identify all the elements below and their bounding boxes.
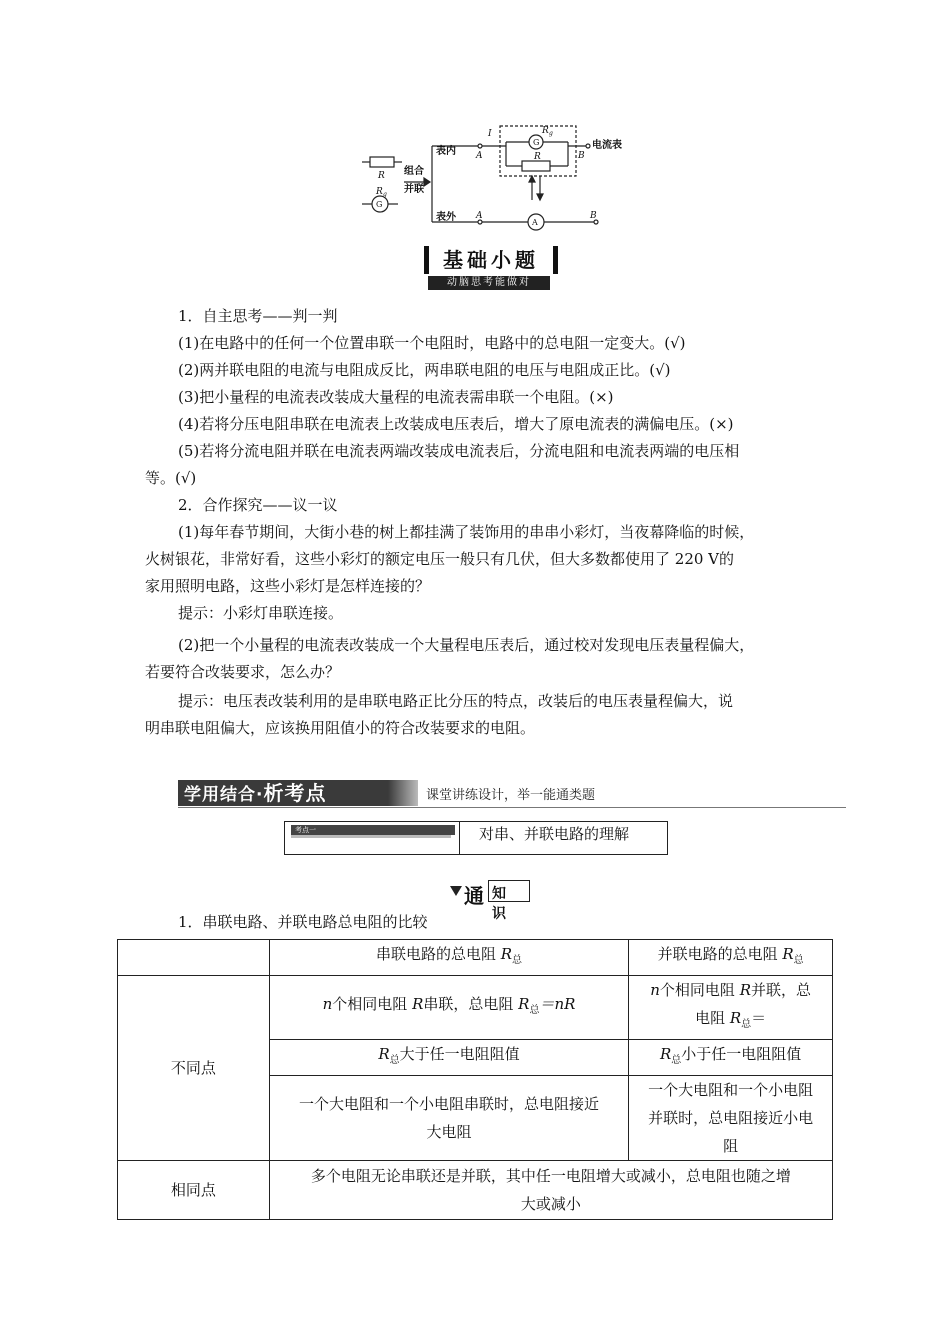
answer1: 提示：小彩灯串联连接。 <box>178 604 344 622</box>
table-row <box>118 1161 833 1220</box>
circuit-r-label: R <box>378 171 385 181</box>
cell-diff2-series: $R_总$大于任一电阻阻值 <box>269 1040 628 1076</box>
header-series: 串联电路的总电阻 $R_总$ <box>269 940 628 976</box>
judge-item-4: (4)若将分压电阻串联在电流表上改装成电压表后，增大了原电流表的满偏电压。(×) <box>178 415 734 433</box>
svg-text:g: g <box>383 191 387 198</box>
circuit-a-label: A <box>476 151 483 161</box>
circuit-b-label: B <box>578 151 585 161</box>
circuit-g-label: G <box>376 200 383 209</box>
answer2-line2: 明串联电阻偏大，应该换用阻值小的符合改装要求的电阻。 <box>145 719 536 737</box>
table-heading: 1．串联电路、并联电路总电阻的比较 <box>178 913 428 931</box>
circuit-outside-label: 表外 <box>436 212 456 223</box>
row-label-same: 相同点 <box>118 1161 270 1220</box>
row-label-diff: 不同点 <box>118 976 270 1161</box>
cell-diff3-series: 一个大电阻和一个小电阻串联时，总电阻接近 大电阻 <box>269 1076 628 1161</box>
table-corner-cell <box>118 940 270 976</box>
badge-title: 基础小题 <box>424 246 558 274</box>
resistor-r-symbol <box>370 157 394 167</box>
circuit-inside-label: 表内 <box>436 146 456 157</box>
circuit-ammeter-label: 电流表 <box>592 140 622 151</box>
section1-heading: 1．自主思考——判一判 <box>178 307 338 325</box>
circuit-inner-g: G <box>533 138 540 147</box>
circuit-rg-label: R <box>376 187 383 197</box>
question1-line2: 火树银花，非常好看，这些小彩灯的额定电压一般只有几伏，但大多数都使用了 220 V的 <box>145 550 735 568</box>
basic-questions-badge <box>424 246 554 292</box>
question2-line2: 若要符合改装要求，怎么办？ <box>145 663 341 681</box>
circuit-combine-1: 组合 <box>404 166 424 177</box>
table-header-row <box>118 940 833 976</box>
judge-item-5: (5)若将分流电阻并联在电流表两端改装成电流表后，分流电阻和电流表两端的电压相 <box>178 442 740 460</box>
judge-item-5-cont: 等。(√) <box>145 469 197 487</box>
cell-diff3-parallel: 一个大电阻和一个小电阻 并联时，总电阻接近小电 阻 <box>629 1076 833 1161</box>
svg-text:g: g <box>549 130 553 137</box>
cell-diff1-parallel: n个相同电阻 R并联，总 电阻 $R_总=$ <box>629 976 833 1040</box>
svg-text:A: A <box>476 211 483 221</box>
svg-text:B: B <box>590 211 597 221</box>
judge-item-2: (2)两并联电阻的电流与电阻成反比，两串联电阻的电压与电阻成正比。(√) <box>178 361 671 379</box>
resistance-comparison-table <box>117 939 833 1220</box>
judge-item-3: (3)把小量程的电流表改装成大量程的电流表需串联一个电阻。(×) <box>178 388 614 406</box>
answer2-line1: 提示：电压表改装利用的是串联电路正比分压的特点，改装后的电压表量程偏大，说 <box>178 692 734 710</box>
kaodian-title: 对串、并联电路的理解 <box>479 825 630 843</box>
question1-line1: (1)每年春节期间，大街小巷的树上都挂满了装饰用的串串小彩灯，当夜幕降临的时候， <box>178 523 755 541</box>
circuit-diagram <box>360 118 640 236</box>
triangle-down-icon <box>450 886 462 896</box>
badge-subtitle: 动脑思考能做对 <box>428 276 550 290</box>
question2-line1: (2)把一个小量程的电流表改装成一个大量程电压表后，通过校对发现电压表量程偏大， <box>178 636 755 654</box>
banner-title: 学用结合·析考点 <box>178 780 394 806</box>
kaodian-tag: 考点一 <box>291 825 455 835</box>
cell-diff1-series: n个相同电阻 R串联，总电阻 $R_总=nR$ <box>269 976 628 1040</box>
question1-line3: 家用照明电路，这些小彩灯是怎样连接的？ <box>145 577 431 595</box>
section2-heading: 2．合作探究——议一议 <box>178 496 338 514</box>
cell-diff2-parallel: $R_总$小于任一电阻阻值 <box>629 1040 833 1076</box>
circuit-inner-r: R <box>534 152 541 162</box>
circuit-i-label: I <box>488 129 492 139</box>
section-banner <box>178 780 846 808</box>
header-parallel: 并联电路的总电阻 $R_总$ <box>629 940 833 976</box>
svg-text:R: R <box>542 126 549 136</box>
table-row <box>118 976 833 1040</box>
kaodian-box <box>284 821 668 855</box>
judge-item-1: (1)在电路中的任何一个位置串联一个电阻时，电路中的总电阻一定变大。(√) <box>178 334 686 352</box>
circuit-ammeter-symbol: A <box>532 218 538 227</box>
banner-subtitle: 课堂讲练设计，举一能通类题 <box>426 788 596 803</box>
circuit-combine-2: 并联 <box>404 184 424 195</box>
cell-same: 多个电阻无论串联还是并联，其中任一电阻增大或减小，总电阻也随之增 大或减小 <box>269 1161 832 1220</box>
